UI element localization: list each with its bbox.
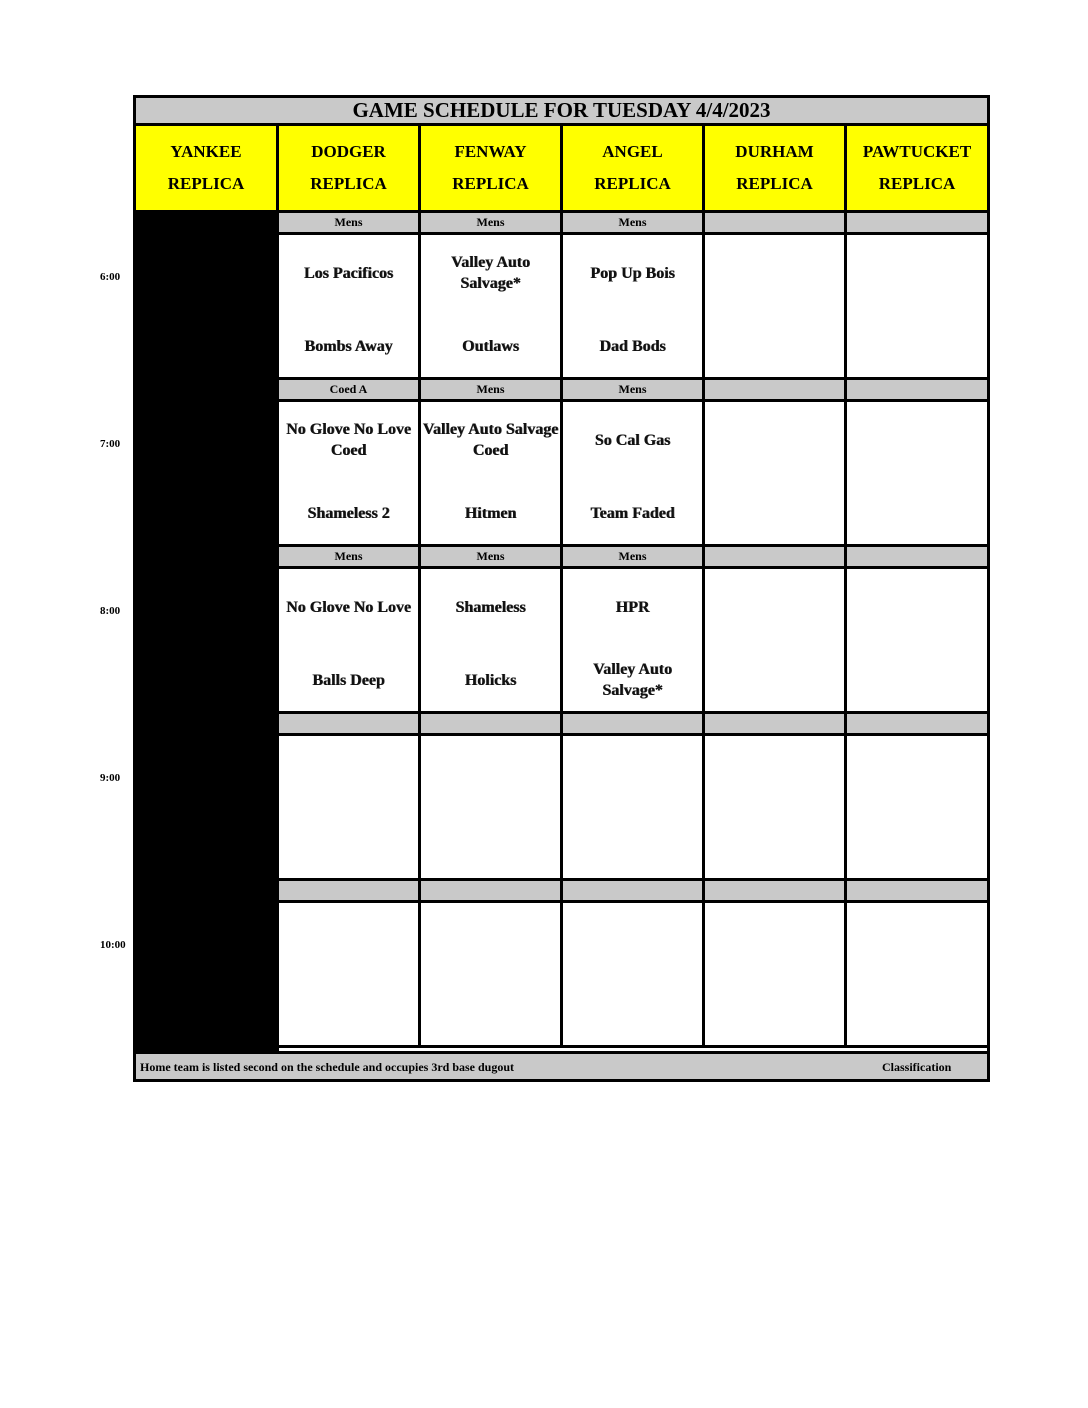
home-team: Outlaws <box>462 337 519 355</box>
game-cell <box>705 235 847 380</box>
classification-cell <box>279 714 421 736</box>
game-cell <box>563 569 705 714</box>
classification-cell: Mens <box>421 213 563 235</box>
home-team: Bombs Away <box>304 337 393 355</box>
away-team <box>421 752 560 796</box>
away-team <box>705 418 844 462</box>
classification-cell <box>705 380 847 402</box>
field-header-angel <box>563 126 705 213</box>
game-cell <box>563 235 705 380</box>
home-team <box>847 491 987 535</box>
home-team <box>847 825 987 869</box>
home-team <box>705 324 844 368</box>
time-label: 6:00 <box>100 271 121 283</box>
classification-label: Classification <box>882 1060 952 1074</box>
away-team: Valley Auto Salvage* <box>451 254 530 292</box>
classification-cell <box>847 547 987 569</box>
classification-cell <box>705 714 847 736</box>
classification-cell: Coed A <box>279 380 421 402</box>
field-header-yankee <box>136 126 279 213</box>
away-team <box>705 585 844 629</box>
classification-cell <box>705 547 847 569</box>
home-team <box>705 825 844 869</box>
game-cell <box>279 569 421 714</box>
field-subtitle: REPLICA <box>878 174 956 193</box>
home-team: Valley Auto Salvage* <box>593 661 672 699</box>
time-label: 10:00 <box>100 939 126 951</box>
game-cell <box>847 402 987 547</box>
classification-cell <box>847 213 987 235</box>
away-team <box>847 418 987 462</box>
game-cell <box>705 736 847 881</box>
field-name: FENWAY <box>454 142 527 161</box>
classification-cell <box>847 714 987 736</box>
classification-cell: Mens <box>563 380 705 402</box>
game-cell <box>705 569 847 714</box>
field-header-fenway <box>421 126 563 213</box>
game-cell <box>279 235 421 380</box>
game-cell <box>279 402 421 547</box>
game-cell <box>563 903 705 1048</box>
field-header-dodger <box>279 126 421 213</box>
home-team: Balls Deep <box>312 671 385 689</box>
classification-cell <box>563 714 705 736</box>
field-name: DURHAM <box>735 142 814 161</box>
away-team: Shameless <box>455 598 526 616</box>
classification-cell: Mens <box>279 213 421 235</box>
classification-cell: Mens <box>563 547 705 569</box>
time-label: 7:00 <box>100 438 121 450</box>
away-team <box>563 919 702 963</box>
game-cell <box>279 903 421 1048</box>
home-team <box>705 992 844 1036</box>
home-team: Shameless 2 <box>307 504 390 522</box>
game-cell <box>563 402 705 547</box>
home-team <box>279 992 418 1036</box>
away-team: Pop Up Bois <box>590 264 675 282</box>
classification-cell <box>279 881 421 903</box>
home-team <box>847 992 987 1036</box>
classification-cell <box>563 881 705 903</box>
home-team <box>421 992 560 1036</box>
away-team: So Cal Gas <box>594 431 671 449</box>
game-cell <box>421 736 563 881</box>
classification-cell: Mens <box>421 380 563 402</box>
game-cell <box>421 235 563 380</box>
home-team <box>279 825 418 869</box>
away-team: No Glove No Love <box>286 598 411 616</box>
field-name: PAWTUCKET <box>862 142 972 161</box>
home-team <box>847 324 987 368</box>
time-label: 8:00 <box>100 605 121 617</box>
game-cell <box>705 402 847 547</box>
home-team: Holicks <box>464 671 517 689</box>
field-name: DODGER <box>311 142 386 161</box>
home-team: Hitmen <box>464 504 517 522</box>
field-name: YANKEE <box>170 142 242 161</box>
away-team <box>279 919 418 963</box>
game-cell <box>563 736 705 881</box>
away-team <box>279 752 418 796</box>
game-cell <box>847 235 987 380</box>
game-cell <box>847 569 987 714</box>
field-subtitle: REPLICA <box>736 174 813 193</box>
away-team: Los Pacificos <box>303 264 394 282</box>
field-name: ANGEL <box>602 142 663 161</box>
away-team <box>847 585 987 629</box>
classification-cell <box>705 881 847 903</box>
schedule-footer <box>136 1051 987 1079</box>
field-subtitle: REPLICA <box>452 174 529 193</box>
away-team <box>421 919 560 963</box>
home-team: Dad Bods <box>599 337 666 355</box>
away-team <box>705 919 844 963</box>
field-header-pawtucket <box>847 126 987 213</box>
field-header-durham <box>705 126 847 213</box>
game-cell <box>421 569 563 714</box>
classification-cell <box>847 881 987 903</box>
away-team <box>847 251 987 295</box>
classification-cell <box>421 881 563 903</box>
home-team <box>847 658 987 702</box>
time-label: 9:00 <box>100 772 121 784</box>
home-team <box>563 825 702 869</box>
field-subtitle: REPLICA <box>310 174 387 193</box>
away-team: HPR <box>615 598 650 616</box>
game-cell <box>705 903 847 1048</box>
away-team <box>847 752 987 796</box>
field-subtitle: REPLICA <box>594 174 671 193</box>
away-team <box>847 919 987 963</box>
classification-cell: Mens <box>563 213 705 235</box>
home-team <box>705 491 844 535</box>
game-cell <box>847 903 987 1048</box>
classification-cell <box>847 380 987 402</box>
away-team: No Glove No Love Coed <box>286 421 411 459</box>
home-team <box>421 825 560 869</box>
home-team <box>563 992 702 1036</box>
classification-cell: Mens <box>421 547 563 569</box>
game-cell <box>279 736 421 881</box>
away-team <box>705 251 844 295</box>
classification-cell <box>705 213 847 235</box>
game-cell <box>421 903 563 1048</box>
game-cell <box>421 402 563 547</box>
away-team: Valley Auto Salvage Coed <box>422 421 559 459</box>
schedule-sheet <box>133 95 990 1082</box>
home-team-note: Home team is listed second on the schedule and occupies 3rd base dugout <box>140 1060 515 1074</box>
yankee-unavailable-block <box>136 213 279 1051</box>
classification-cell <box>421 714 563 736</box>
home-team <box>705 658 844 702</box>
away-team <box>705 752 844 796</box>
away-team <box>563 752 702 796</box>
schedule-title: GAME SCHEDULE FOR TUESDAY 4/4/2023 <box>136 98 987 126</box>
field-subtitle: REPLICA <box>167 174 245 193</box>
home-team: Team Faded <box>590 504 675 522</box>
classification-cell: Mens <box>279 547 421 569</box>
game-cell <box>847 736 987 881</box>
